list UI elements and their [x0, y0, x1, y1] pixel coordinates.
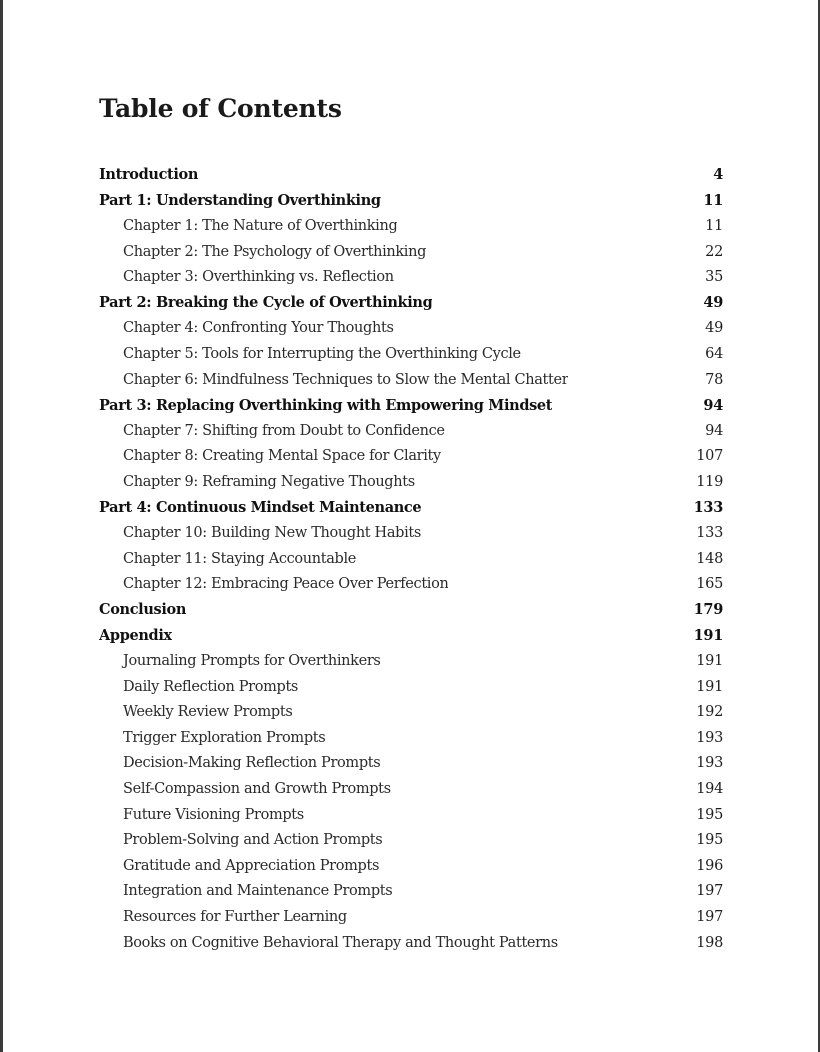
toc-entry-label: Chapter 4: Confronting Your Thoughts [123, 320, 394, 337]
toc-entry-page: 193 [696, 729, 723, 746]
toc-entry-label: Journaling Prompts for Overthinkers [123, 653, 381, 670]
toc-entry-page: 165 [696, 576, 723, 593]
toc-entry-conclusion[interactable] [99, 597, 723, 623]
toc-entry-label: Integration and Maintenance Prompts [123, 883, 393, 900]
toc-entry-chapter-9[interactable] [99, 469, 723, 495]
toc-entry-page: 11 [703, 191, 723, 209]
toc-entry-page: 191 [693, 626, 723, 644]
toc-entry-label: Appendix [99, 626, 172, 644]
toc-entry-label: Chapter 7: Shifting from Doubt to Confidence [123, 422, 445, 439]
toc-entry-chapter-10[interactable] [99, 520, 723, 546]
toc-entry-page: 94 [705, 422, 723, 439]
document-page [3, 0, 818, 1052]
toc-entry-future-visioning[interactable] [99, 802, 723, 828]
toc-entry-appendix[interactable] [99, 623, 723, 649]
toc-entry-gratitude[interactable] [99, 853, 723, 879]
toc-entry-page: 94 [703, 396, 723, 414]
toc-entry-label: Chapter 9: Reframing Negative Thoughts [123, 473, 415, 490]
toc-entry-label: Part 4: Continuous Mindset Maintenance [99, 499, 422, 517]
toc-entry-page: 22 [705, 243, 723, 260]
toc-entry-chapter-3[interactable] [99, 264, 723, 290]
toc-entry-chapter-4[interactable] [99, 316, 723, 342]
toc-entry-page: 198 [696, 934, 723, 951]
toc-entry-label: Chapter 6: Mindfulness Techniques to Slow the Mental Chatter [123, 371, 569, 388]
toc-entry-label: Chapter 11: Staying Accountable [123, 550, 356, 567]
toc-entry-chapter-6[interactable] [99, 367, 723, 393]
toc-entry-page: 148 [696, 550, 723, 567]
toc-entry-label: Future Visioning Prompts [123, 806, 304, 823]
toc-entry-page: 49 [703, 294, 723, 312]
toc-entry-page: 194 [696, 781, 723, 798]
toc-entry-label: Chapter 3: Overthinking vs. Reflection [123, 269, 394, 286]
toc-entry-trigger-exploration[interactable] [99, 725, 723, 751]
toc-entry-page: 133 [693, 499, 723, 517]
toc-entry-label: Self-Compassion and Growth Prompts [123, 781, 391, 798]
toc-entry-page: 35 [705, 269, 723, 286]
toc-entry-page: 197 [696, 883, 723, 900]
toc-entry-chapter-1[interactable] [99, 213, 723, 239]
toc-entry-page: 196 [696, 857, 723, 874]
toc-entry-page: 4 [713, 166, 723, 184]
toc-entry-label: Decision-Making Reflection Prompts [123, 755, 381, 772]
toc-entry-page: 64 [705, 345, 723, 362]
toc-entry-label: Part 2: Breaking the Cycle of Overthinking [99, 294, 433, 312]
toc-entry-label: Chapter 1: The Nature of Overthinking [123, 217, 398, 234]
toc-entry-page: 107 [696, 448, 723, 465]
toc-entry-page: 193 [696, 755, 723, 772]
toc-entry-integration[interactable] [99, 879, 723, 905]
toc-entry-label: Weekly Review Prompts [123, 704, 293, 721]
toc-entry-page: 195 [696, 832, 723, 849]
toc-entry-part-3[interactable] [99, 392, 723, 418]
toc-entry-label: Books on Cognitive Behavioral Therapy and Thought Patterns [123, 934, 558, 951]
toc-entry-chapter-8[interactable] [99, 444, 723, 470]
toc-list [99, 162, 723, 955]
toc-entry-self-compassion[interactable] [99, 776, 723, 802]
toc-entry-page: 11 [705, 217, 723, 234]
toc-entry-page: 49 [705, 320, 723, 337]
toc-entry-label: Problem-Solving and Action Prompts [123, 832, 383, 849]
toc-entry-part-4[interactable] [99, 495, 723, 521]
toc-entry-label: Daily Reflection Prompts [123, 678, 299, 695]
toc-entry-label: Introduction [99, 166, 199, 184]
toc-entry-page: 195 [696, 806, 723, 823]
toc-entry-label: Conclusion [99, 601, 187, 619]
toc-entry-chapter-7[interactable] [99, 418, 723, 444]
toc-entry-part-1[interactable] [99, 188, 723, 214]
toc-entry-chapter-5[interactable] [99, 341, 723, 367]
toc-entry-chapter-2[interactable] [99, 239, 723, 265]
toc-entry-label: Chapter 10: Building New Thought Habits [123, 525, 421, 542]
toc-entry-label: Chapter 5: Tools for Interrupting the Overthinking Cycle [123, 345, 521, 362]
toc-entry-page: 133 [696, 525, 723, 542]
toc-entry-books-cbt[interactable] [99, 930, 723, 956]
toc-entry-label: Chapter 8: Creating Mental Space for Clarity [123, 448, 441, 465]
toc-entry-resources[interactable] [99, 904, 723, 930]
toc-entry-decision-making[interactable] [99, 751, 723, 777]
toc-entry-page: 119 [696, 473, 723, 490]
toc-entry-label: Chapter 12: Embracing Peace Over Perfection [123, 576, 449, 593]
toc-entry-introduction[interactable] [99, 162, 723, 188]
toc-entry-page: 192 [696, 704, 723, 721]
toc-entry-chapter-12[interactable] [99, 572, 723, 598]
toc-entry-journaling-prompts[interactable] [99, 648, 723, 674]
toc-entry-label: Part 3: Replacing Overthinking with Empowering Mindset [99, 396, 553, 414]
toc-entry-daily-reflection[interactable] [99, 674, 723, 700]
toc-entry-label: Trigger Exploration Prompts [123, 729, 326, 746]
toc-entry-problem-solving[interactable] [99, 827, 723, 853]
toc-entry-page: 78 [705, 371, 723, 388]
page-title: Table of Contents [99, 94, 342, 123]
toc-entry-label: Chapter 2: The Psychology of Overthinking [123, 243, 427, 260]
toc-entry-label: Resources for Further Learning [123, 909, 347, 926]
toc-entry-chapter-11[interactable] [99, 546, 723, 572]
toc-entry-page: 179 [693, 601, 723, 619]
toc-entry-weekly-review[interactable] [99, 699, 723, 725]
toc-entry-page: 197 [696, 909, 723, 926]
toc-entry-label: Gratitude and Appreciation Prompts [123, 857, 380, 874]
toc-entry-page: 191 [696, 653, 723, 670]
toc-entry-label: Part 1: Understanding Overthinking [99, 191, 381, 209]
toc-entry-part-2[interactable] [99, 290, 723, 316]
toc-entry-page: 191 [696, 678, 723, 695]
